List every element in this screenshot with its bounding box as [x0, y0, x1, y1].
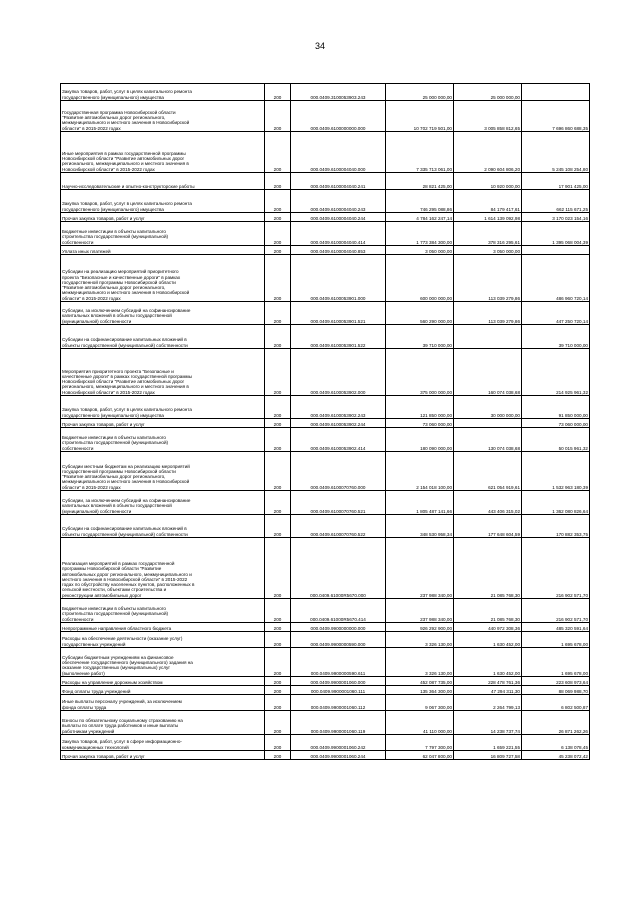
row-executed-amount: 47 294 311,30 [454, 686, 522, 695]
row-budget-code: 000.0409.9900001060.119 [291, 711, 386, 735]
row-name: Закупка товаров, работ, услуг в целях капитального ремонта государственного (муниципального) имущества [61, 396, 265, 419]
row-approved-amount: 121 850 000,00 [386, 396, 454, 419]
row-name: Прочая закупка товаров, работ и услуг [61, 419, 265, 428]
row-name: Субсидии на реализацию мероприятий приоритетного проекта "Безопасные и качественные дороги" в рамках государственной программы Новосибирской области "Развитие автомобильных дорог регионального, межмуниципального и местного значения в Новосибирской области" в 2015-2022 годах [61, 255, 265, 302]
table-row [61, 686, 590, 695]
row-budget-code: 000.0409.6100053902.000 [291, 349, 386, 396]
row-name: Расходы на управление дорожным хозяйством [61, 677, 265, 686]
row-executed-amount: 21 085 768,30 [454, 538, 522, 599]
row-executed-amount: 1 614 139 092,98 [454, 213, 522, 222]
row-budget-code: 000.0409.6100070760.521 [291, 491, 386, 515]
row-ved-code: 200 [265, 515, 291, 538]
row-budget-code: 000.0409.6100053902.244 [291, 419, 386, 428]
row-budget-code: 000.0409.61000R5670.000 [291, 538, 386, 599]
row-name: Закупка товаров, работ, услуг в целях капитального ремонта государственного (муниципального) имущества [61, 84, 265, 101]
row-approved-amount: 1 805 487 141,66 [386, 491, 454, 515]
row-remaining-amount: 1 695 678,00 [522, 648, 590, 677]
row-remaining-amount: 5 245 108 254,80 [522, 132, 590, 173]
row-ved-code: 200 [265, 246, 291, 255]
table-row [61, 349, 590, 396]
row-ved-code: 200 [265, 132, 291, 173]
row-executed-amount: 2 090 604 806,20 [454, 132, 522, 173]
row-budget-code: 000.0409.9900000000.000 [291, 623, 386, 632]
row-ved-code: 200 [265, 213, 291, 222]
row-budget-code: 000.0409.6100004040.414 [291, 222, 386, 246]
row-remaining-amount: 1 532 963 180,39 [522, 452, 590, 491]
table-row [61, 491, 590, 515]
row-remaining-amount: 1 395 068 004,39 [522, 222, 590, 246]
row-name: Прочая закупка товаров, работ и услуг [61, 751, 265, 760]
row-approved-amount: 560 290 000,00 [386, 302, 454, 325]
row-name: Субсидии, за исключением субсидий на софинансирование капитальных вложений в объекты государственной (муниципальной) собственности [61, 302, 265, 325]
table-row [61, 677, 590, 686]
row-remaining-amount: 1 362 080 826,64 [522, 491, 590, 515]
row-remaining-amount: 214 925 961,32 [522, 349, 590, 396]
row-ved-code: 200 [265, 686, 291, 695]
row-ved-code: 200 [265, 428, 291, 452]
row-budget-code: 000.0409.9900001060.244 [291, 751, 386, 760]
table-row [61, 538, 590, 599]
row-executed-amount: 3 005 858 812,65 [454, 101, 522, 132]
row-budget-code: 000.0409.9900001060.112 [291, 695, 386, 711]
row-name: Уплата иных платежей [61, 246, 265, 255]
row-executed-amount: 113 039 279,86 [454, 255, 522, 302]
table-row [61, 711, 590, 735]
row-executed-amount: 16 809 727,58 [454, 751, 522, 760]
row-remaining-amount: 6 802 500,87 [522, 695, 590, 711]
row-remaining-amount: 7 696 860 688,35 [522, 101, 590, 132]
row-budget-code: 000.0409.61000R5670.414 [291, 599, 386, 623]
row-ved-code: 200 [265, 302, 291, 325]
row-executed-amount: 2 264 799,13 [454, 695, 522, 711]
row-executed-amount: 84 179 417,61 [454, 190, 522, 213]
table-row [61, 419, 590, 428]
budget-table [60, 83, 590, 760]
row-budget-code: 000.0409.6100004040.000 [291, 132, 386, 173]
row-executed-amount: 443 406 315,02 [454, 491, 522, 515]
row-approved-amount: 926 292 900,00 [386, 623, 454, 632]
table-row [61, 255, 590, 302]
row-ved-code: 200 [265, 419, 291, 428]
row-approved-amount: 9 067 300,00 [386, 695, 454, 711]
row-budget-code: 000.0409.6100070760.000 [291, 452, 386, 491]
table-row [61, 735, 590, 751]
row-executed-amount: 25 000 000,00 [454, 84, 522, 101]
row-remaining-amount: 223 608 973,64 [522, 677, 590, 686]
row-ved-code: 200 [265, 222, 291, 246]
row-remaining-amount: 6 138 078,45 [522, 735, 590, 751]
row-ved-code: 200 [265, 648, 291, 677]
row-remaining-amount: 73 060 000,00 [522, 419, 590, 428]
row-budget-code: 000.0409.6100004040.241 [291, 173, 386, 190]
row-ved-code: 200 [265, 538, 291, 599]
row-approved-amount: 28 821 425,00 [386, 173, 454, 190]
row-remaining-amount: 486 960 720,14 [522, 255, 590, 302]
row-approved-amount: 73 060 000,00 [386, 419, 454, 428]
row-budget-code: 000.0409.6100053901.521 [291, 302, 386, 325]
row-budget-code: 000.0409.6100053901.522 [291, 325, 386, 349]
row-ved-code: 200 [265, 711, 291, 735]
table-row [61, 648, 590, 677]
row-ved-code: 200 [265, 101, 291, 132]
table-row [61, 325, 590, 349]
row-approved-amount: 237 988 340,00 [386, 538, 454, 599]
row-budget-code: 000.0409.6100070760.522 [291, 515, 386, 538]
row-ved-code: 200 [265, 491, 291, 515]
row-remaining-amount: 216 902 571,70 [522, 599, 590, 623]
row-executed-amount [454, 325, 522, 349]
row-budget-code: 000.0409.6100053902.243 [291, 396, 386, 419]
row-name: Мероприятия приоритетного проекта "Безопасные и качественные дороги" в рамках государственной программы Новосибирской области "Развитие автомобильных дорог регионального, межмуниципального и местного значения в Новосибирской области" в 2015-2022 годах [61, 349, 265, 396]
row-name: Взносы по обязательному социальному страхованию на выплаты по оплате труда работников и иные выплаты работникам учреждений [61, 711, 265, 735]
row-approved-amount: 3 326 130,00 [386, 648, 454, 677]
row-ved-code: 200 [265, 599, 291, 623]
row-approved-amount: 39 710 000,00 [386, 325, 454, 349]
row-approved-amount: 3 326 130,00 [386, 632, 454, 648]
table-row [61, 246, 590, 255]
row-executed-amount: 1 630 452,00 [454, 648, 522, 677]
table-row [61, 302, 590, 325]
row-approved-amount: 62 047 800,00 [386, 751, 454, 760]
row-remaining-amount: 3 170 023 154,16 [522, 213, 590, 222]
row-name: Бюджетные инвестиции в объекты капитального строительства государственной (муниципальной) собственности [61, 222, 265, 246]
row-remaining-amount: 45 238 072,42 [522, 751, 590, 760]
row-name: Субсидии, за исключением субсидий на софинансирование капитальных вложений в объекты государственной (муниципальной) собственности [61, 491, 265, 515]
row-name: Субсидии бюджетным учреждениям на финансовое обеспечение государственного (муниципального) задания на оказание государственных (муниципальных) услуг (выполнение работ) [61, 648, 265, 677]
row-approved-amount: 180 090 000,00 [386, 428, 454, 452]
table-row [61, 222, 590, 246]
row-executed-amount: 30 000 000,00 [454, 396, 522, 419]
row-ved-code: 200 [265, 190, 291, 213]
row-remaining-amount: 170 882 353,75 [522, 515, 590, 538]
table-row [61, 599, 590, 623]
table-row [61, 132, 590, 173]
table-row [61, 396, 590, 419]
row-budget-code: 000.0409.3100053903.243 [291, 84, 386, 101]
row-budget-code: 000.0409.9900001060.242 [291, 735, 386, 751]
table-row [61, 173, 590, 190]
row-approved-amount: 2 154 018 100,00 [386, 452, 454, 491]
table-row [61, 751, 590, 760]
row-executed-amount: 10 920 000,00 [454, 173, 522, 190]
row-name: Фонд оплаты труда учреждений [61, 686, 265, 695]
row-budget-code: 000.0409.6100004040.243 [291, 190, 386, 213]
row-name: Бюджетные инвестиции в объекты капитального строительства государственной (муниципальной) собственности [61, 599, 265, 623]
row-budget-code: 000.0409.9900000590.611 [291, 648, 386, 677]
row-executed-amount: 378 316 295,61 [454, 222, 522, 246]
row-budget-code: 000.0409.9900001060.111 [291, 686, 386, 695]
row-name: Субсидии местным бюджетам на реализацию мероприятий государственной программы Новосибирской области "Развитие автомобильных дорог регионального, межмуниципального и местного значения в Новосибирской области" в 2015-2022 годах [61, 452, 265, 491]
row-remaining-amount: 91 850 000,00 [522, 396, 590, 419]
row-name: Научно-исследовательские и опытно-конструкторские работы [61, 173, 265, 190]
row-ved-code: 200 [265, 695, 291, 711]
row-name: Реализация мероприятий в рамках государственной программы Новосибирской области "Развитие автомобильных дорог регионального, межмуниципального и местного значения в Новосибирской области" в 2015-2022 годах по обустройству населенных пунктов, расположенных в сельской местности, объектами строительства и реконструкции автомобильных дорог [61, 538, 265, 599]
row-executed-amount: 160 074 038,68 [454, 349, 522, 396]
row-budget-code: 000.0409.6100053901.000 [291, 255, 386, 302]
row-name: Прочая закупка товаров, работ и услуг [61, 213, 265, 222]
row-remaining-amount: 1 695 678,00 [522, 632, 590, 648]
page-number: 34 [314, 41, 325, 51]
row-ved-code: 200 [265, 396, 291, 419]
row-name: Иные мероприятия в рамках государственной программы Новосибирской области "Развитие автомобильных дорог регионального, межмуниципального и местного значения в Новосибирской области" в 2015-2022 годах [61, 132, 265, 173]
row-approved-amount: 3 050 000,00 [386, 246, 454, 255]
row-remaining-amount: 39 710 000,00 [522, 325, 590, 349]
table-row [61, 632, 590, 648]
row-executed-amount: 621 054 919,61 [454, 452, 522, 491]
table-row [61, 623, 590, 632]
row-executed-amount: 177 648 604,59 [454, 515, 522, 538]
row-name: Закупка товаров, работ, услуг в целях капитального ремонта государственного (муниципального) имущества [61, 190, 265, 213]
row-approved-amount: 746 295 088,86 [386, 190, 454, 213]
row-approved-amount: 7 335 713 061,00 [386, 132, 454, 173]
row-budget-code: 000.0409.6100000000.000 [291, 101, 386, 132]
row-budget-code: 000.0409.9900000590.000 [291, 632, 386, 648]
row-budget-code: 000.0409.6100004040.853 [291, 246, 386, 255]
row-approved-amount: 41 110 000,00 [386, 711, 454, 735]
row-name: Закупка товаров, работ, услуг в сфере информационно- коммуникационных технологий [61, 735, 265, 751]
table-row [61, 213, 590, 222]
row-remaining-amount: 26 871 262,26 [522, 711, 590, 735]
row-name: Государственная программа Новосибирской области "Развитие автомобильных дорог регионального, межмуниципального и местного значения в Новосибирской области" в 2015-2022 годах [61, 101, 265, 132]
row-approved-amount: 237 988 340,00 [386, 599, 454, 623]
row-budget-code: 000.0409.6100053902.414 [291, 428, 386, 452]
table-row [61, 452, 590, 491]
row-remaining-amount: 216 902 571,70 [522, 538, 590, 599]
row-remaining-amount: 17 901 425,00 [522, 173, 590, 190]
table-row [61, 190, 590, 213]
row-approved-amount: 10 702 719 501,00 [386, 101, 454, 132]
row-ved-code: 200 [265, 255, 291, 302]
row-budget-code: 000.0409.9900001060.000 [291, 677, 386, 686]
row-ved-code: 200 [265, 325, 291, 349]
row-name: Расходы на обеспечение деятельности (оказание услуг) государственных учреждений [61, 632, 265, 648]
row-approved-amount: 4 784 162 247,14 [386, 213, 454, 222]
row-remaining-amount [522, 84, 590, 101]
row-approved-amount: 452 087 735,00 [386, 677, 454, 686]
row-name: Бюджетные инвестиции в объекты капитального строительства государственной (муниципальной) собственности [61, 428, 265, 452]
row-approved-amount: 600 000 000,00 [386, 255, 454, 302]
row-remaining-amount [522, 246, 590, 255]
row-ved-code: 200 [265, 84, 291, 101]
row-ved-code: 200 [265, 632, 291, 648]
row-approved-amount: 7 797 300,00 [386, 735, 454, 751]
table-row [61, 695, 590, 711]
budget-table-body [61, 84, 590, 760]
row-ved-code: 200 [265, 677, 291, 686]
row-executed-amount: 113 039 279,86 [454, 302, 522, 325]
row-executed-amount: 130 074 038,68 [454, 428, 522, 452]
row-executed-amount: 1 630 452,00 [454, 632, 522, 648]
row-executed-amount: 440 972 308,36 [454, 623, 522, 632]
table-row [61, 101, 590, 132]
row-executed-amount: 1 659 221,55 [454, 735, 522, 751]
row-executed-amount: 21 085 768,30 [454, 599, 522, 623]
row-approved-amount: 348 530 958,34 [386, 515, 454, 538]
row-approved-amount: 135 364 300,00 [386, 686, 454, 695]
row-executed-amount: 3 050 000,00 [454, 246, 522, 255]
row-ved-code: 200 [265, 173, 291, 190]
row-ved-code: 200 [265, 623, 291, 632]
row-approved-amount: 25 000 000,00 [386, 84, 454, 101]
row-remaining-amount: 485 320 591,64 [522, 623, 590, 632]
row-ved-code: 200 [265, 349, 291, 396]
row-executed-amount: 228 478 761,36 [454, 677, 522, 686]
table-row [61, 84, 590, 101]
row-remaining-amount: 447 250 720,14 [522, 302, 590, 325]
row-approved-amount: 1 773 384 300,00 [386, 222, 454, 246]
row-budget-code: 000.0409.6100004040.244 [291, 213, 386, 222]
row-remaining-amount: 662 115 671,25 [522, 190, 590, 213]
row-remaining-amount: 88 069 988,70 [522, 686, 590, 695]
row-approved-amount: 375 000 000,00 [386, 349, 454, 396]
row-name: Непрограммные направления областного бюджета [61, 623, 265, 632]
row-ved-code: 200 [265, 735, 291, 751]
row-name: Субсидии на софинансирование капитальных вложений в объекты государственной (муниципальной) собственности [61, 515, 265, 538]
row-name: Иные выплаты персоналу учреждений, за исключением фонда оплаты труда [61, 695, 265, 711]
row-executed-amount: 14 238 737,74 [454, 711, 522, 735]
row-executed-amount [454, 419, 522, 428]
row-name: Субсидии на софинансирование капитальных вложений в объекты государственной (муниципальной) собственности [61, 325, 265, 349]
row-ved-code: 200 [265, 751, 291, 760]
table-row [61, 428, 590, 452]
row-ved-code: 200 [265, 452, 291, 491]
row-remaining-amount: 50 015 961,32 [522, 428, 590, 452]
table-row [61, 515, 590, 538]
